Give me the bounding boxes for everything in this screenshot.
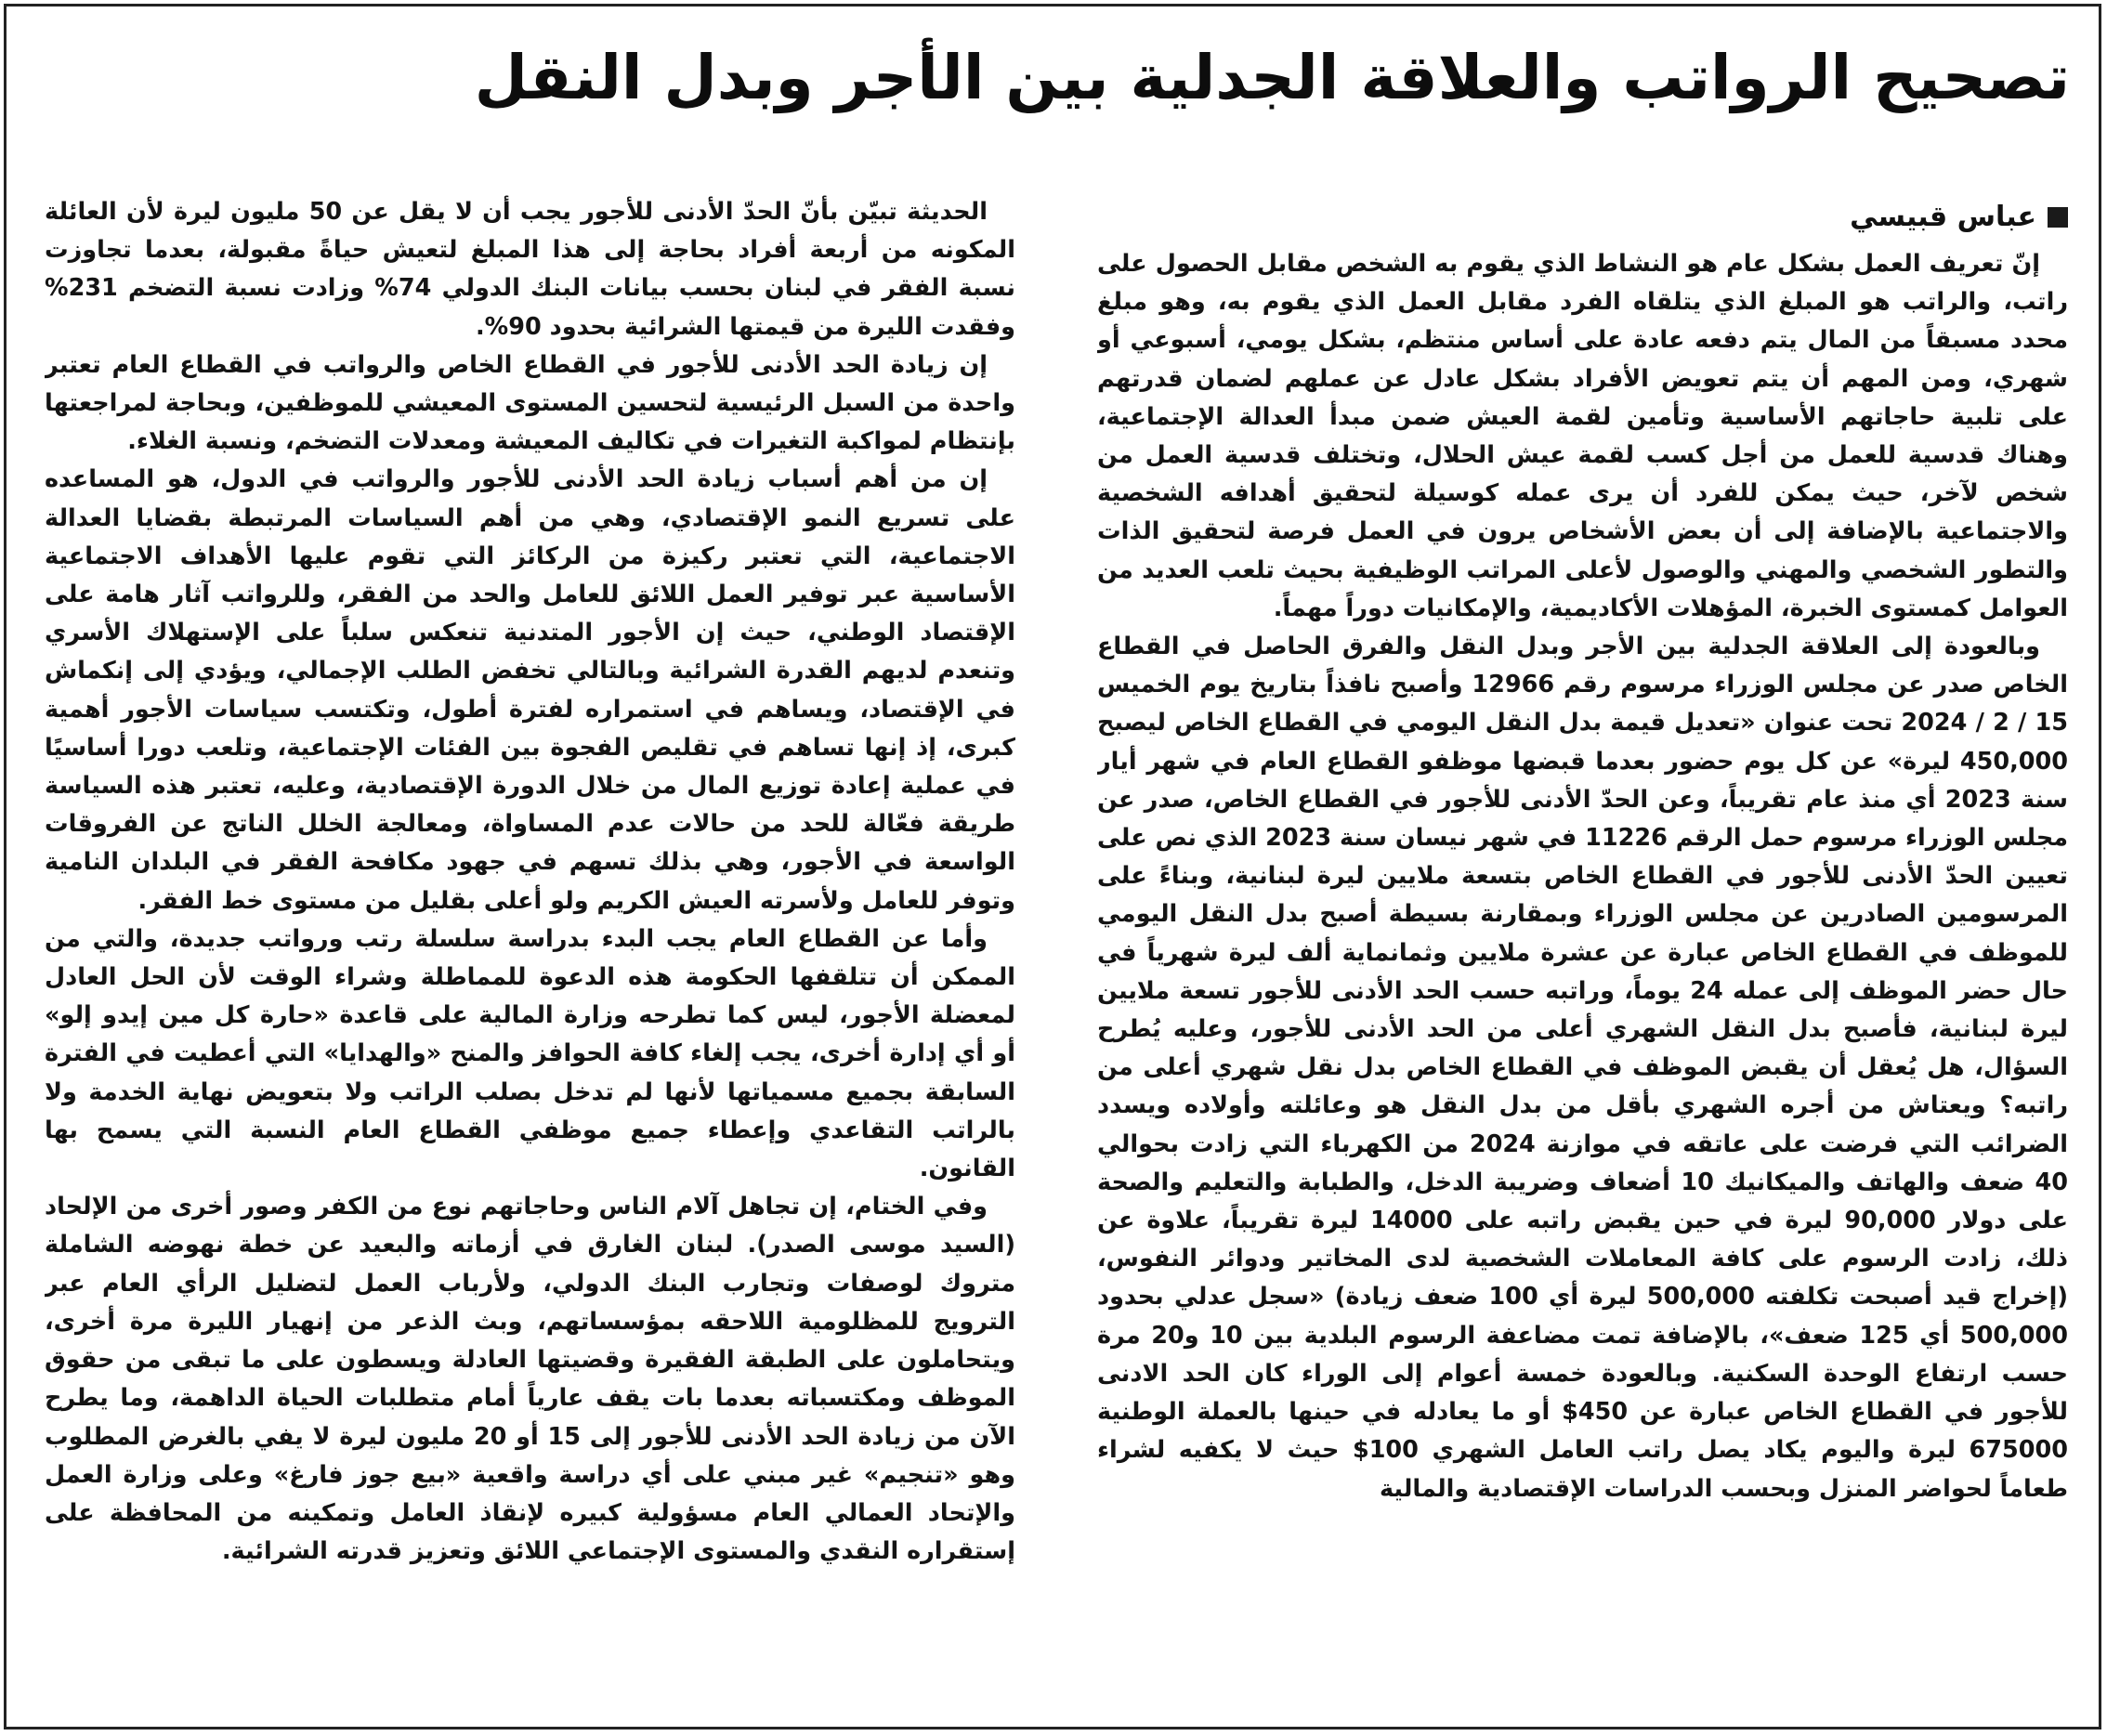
paragraph: وبالعودة إلى العلاقة الجدلية بين الأجر وبدل النقل والفرق الحاصل في القطاع الخاص صدر عن مجلس الوزراء مرسوم رقم 12966 وأصبح نافذاً بتاريخ يوم الخميس 15 / 2 / 2024 تحت عنوان «تعديل قيمة بدل النقل اليومي في القطاع الخاص ليصبح 450,000 ليرة» عن كل يوم حضور بعدما قبضها موظفو القطاع العام في شهر أيار سنة 2023 أي منذ عام تقريباً، وعن الحدّ الأدنى للأجور في القطاع الخاص، صدر عن مجلس الوزراء مرسوم حمل الرقم 11226 في شهر نيسان سنة 2023 الذي نص على تعيين الحدّ الأدنى للأجور في القطاع الخاص بتسعة ملايين ليرة لبنانية، وبناءً على المرسومين الصادرين عن مجلس الوزراء وبمقارنة بسيطة أصبح بدل النقل اليومي للموظف في القطاع الخاص عبارة عن عشرة ملايين وثمانماية ألف ليرة شهرياً في حال حضر الموظف إلى عمله 24 يوماً، وراتبه حسب الحد الأدنى للأجور تسعة ملايين ليرة لبنانية، فأصبح بدل النقل الشهري أعلى من الحد الأدنى للأجور، وعليه يُطرح السؤال، هل يُعقل أن يقبض الموظف في القطاع الخاص بدل نقل شهري أعلى من راتبه؟ ويعتاش من أجره الشهري بأقل من بدل النقل هو وعائلته وأولاده ويسدد الضرائب التي فرضت على عاتقه في موازنة 2024 من الكهرباء التي زادت بحوالي 40 ضعف والهاتف والميكانيك 10 أضعاف وضريبة الدخل، والطبابة والتعليم والصحة على دولار 90,000 ليرة في حين يقبض راتبه على 14000 ليرة تقريباً، علاوة عن ذلك، زادت الرسوم على كافة المعاملات الشخصية لدى المخاتير ودوائر النفوس، (إخراج قيد أصبحت تكلفته 500,000 ليرة أي 100 ضعف زيادة) «سجل عدلي بحدود 500,000 أي 125 ضعف»، بالإضافة تمت مضاعفة الرسوم البلدية بين 10 و20 مرة حسب ارتفاع الوحدة السكنية. وبالعودة خمسة أعوام إلى الوراء كان الحد الادنى للأجور في القطاع الخاص عبارة عن 450$ أو ما يعادله في حينها بالعملة الوطنية 675000 ليرة واليوم يكاد يصل راتب العامل الشهري 100$ حيث لا يكفيه لشراء طعاماً لحواضر المنزل وبحسب الدراسات الإقتصادية والمالية bbox=[1097, 633, 2068, 1503]
paragraph: إن من أهم أسباب زيادة الحد الأدنى للأجور والرواتب في الدول، هو المساعده على تسريع النمو الإقتصادي، وهي من أهم السياسات المرتبطة بقضايا العدالة الاجتماعية، التي تعتبر ركيزة من الركائز التي تقوم عليها الأهداف الاجتماعية الأساسية عبر توفير العمل اللائق للعامل والحد من الفقر، وللرواتب آثار هامة على الإقتصاد الوطني، حيث إن الأجور المتدنية تنعكس سلباً على الإستهلاك الأسري وتنعدم لديهم القدرة الشرائية وبالتالي تخفض الطلب الإجمالي، ويؤدي إلى إنكماش في الإقتصاد، ويساهم في استمراره لفترة أطول، وتكتسب سياسات الأجور أهمية كبرى، إذ إنها تساهم في تقليص الفجوة بين الفئات الإجتماعية، وتلعب دورا أساسيًا في عملية إعادة توزيع المال من خلال الدورة الإقتصادية، وعليه، تعتبر هذه السياسة طريقة فعّالة للحد من حالات عدم المساواة، ومعالجة الخلل الناتج عن الفروقات الواسعة في الأجور، وهي بذلك تسهم في جهود مكافحة الفقر في البلدان النامية وتوفر للعامل ولأسرته العيش الكريم ولو أعلى بقليل من مستوى خط الفقر. bbox=[45, 465, 1015, 915]
author-name: عباس قبيسي bbox=[1850, 201, 2036, 234]
paragraph: الحديثة تبيّن بأنّ الحدّ الأدنى للأجور يجب أن لا يقل عن 50 مليون ليرة لأن العائلة المكونه من أربعة أفراد بحاجة إلى هذا المبلغ لتعيش حياةً مقبولة، بعدما تجاوزت نسبة الفقر في لبنان بحسب بيانات البنك الدولي 74% وزادت نسبة التضخم 231% وفقدت الليرة من قيمتها الشرائية بحدود 90%. bbox=[45, 198, 1015, 341]
byline bbox=[1097, 193, 2068, 241]
square-bullet-icon bbox=[2048, 207, 2068, 228]
paragraph: وفي الختام، إن تجاهل آلام الناس وحاجاتهم نوع من الكفر وصور أخرى من الإلحاد (السيد موسى الصدر). لبنان الغارق في أزماته والبعيد عن خطة نهوضه الشاملة متروك لوصفات وتجارب البنك الدولي، ولأرباب العمل لتضليل الرأي العام عبر الترويج للمظلومية اللاحقه بمؤسساتهم، وبث الذعر من إنهيار الليرة مرة أخرى، ويتحاملون على الطبقة الفقيرة وقضيتها العادلة ويسطون على ما تبقى من حقوق الموظف ومكتسباته بعدما بات يقف عارياً أمام متطلبات الحياة الداهمة، وما يطرح الآن من زيادة الحد الأدنى للأجور إلى 15 أو 20 مليون ليرة لا يفي بالغرض المطلوب وهو «تنجيم» غير مبني على أي دراسة واقعية «بيع جوز فارغ» وعلى وزارة العمل والإتحاد العمالي العام مسؤولية كبيره لإنقاذ العامل وتمكينه من المحافظة على إستقراره النقدي والمستوى الإجتماعي اللائق وتعزيز قدرته الشرائية. bbox=[45, 1193, 1015, 1566]
article-headline: تصحيح الرواتب والعلاقة الجدلية بين الأجر وبدل النقل bbox=[474, 42, 2070, 113]
paragraph: وأما عن القطاع العام يجب البدء بدراسة سلسلة رتب ورواتب جديدة، والتي من الممكن أن تتلقفها الحكومة هذه الدعوة للمماطلة وشراء الوقت لأن الحل العادل لمعضلة الأجور، ليس كما تطرحه وزارة المالية على قاعدة «حارة كل مين إيدو إلو» أو أي إدارة أخرى، يجب إلغاء كافة الحوافز والمنح «والهدايا» التي أعطيت في الفترة السابقة بجميع مسمياتها لأنها لم تدخل بصلب الراتب ولا بتعويض نهاية الخدمة ولا بالراتب التقاعدي وإعطاء جميع موظفي القطاع العام النسبة التي يسمح بها القانون. bbox=[45, 924, 1015, 1183]
article-column-left bbox=[45, 193, 1015, 1679]
article-column-right bbox=[1097, 193, 2068, 1679]
paragraph: إن زيادة الحد الأدنى للأجور في القطاع الخاص والرواتب في القطاع العام تعتبر واحدة من السبل الرئيسية لتحسين المستوى المعيشي للموظفين، وبحاجة لمراجعتها بإنتظام لمواكبة التغيرات في تكاليف المعيشة ومعدلات التضخم، ونسبة الغلاء. bbox=[45, 350, 1015, 456]
paragraph: إنّ تعريف العمل بشكل عام هو النشاط الذي يقوم به الشخص مقابل الحصول على راتب، والراتب هو المبلغ الذي يتلقاه الفرد مقابل العمل الذي يقوم به، وهو مبلغ محدد مسبقاً من المال يتم دفعه عادة على أساس منتظم، بشكل يومي، أسبوعي أو شهري، ومن المهم أن يتم تعويض الأفراد بشكل عادل عن عملهم لضمان قدرتهم على تلبية حاجاتهم الأساسية وتأمين لقمة العيش ضمن مبدأ العدالة الإجتماعية، وهناك قدسية للعمل من أجل كسب لقمة عيش الحلال، وتختلف قدسية العمل من شخص لآخر، حيث يمكن للفرد أن يرى عمله كوسيلة لتحقيق أهدافه الشخصية والاجتماعية بالإضافة إلى أن بعض الأشخاص يرون في العمل فرصة لتحقيق الذات والتطور الشخصي والمهني والوصول لأعلى المراتب الوظيفية بحيث تلعب العديد من العوامل كمستوى الخبرة، المؤهلات الأكاديمية، والإمكانيات دوراً مهماً. bbox=[1097, 250, 2068, 622]
